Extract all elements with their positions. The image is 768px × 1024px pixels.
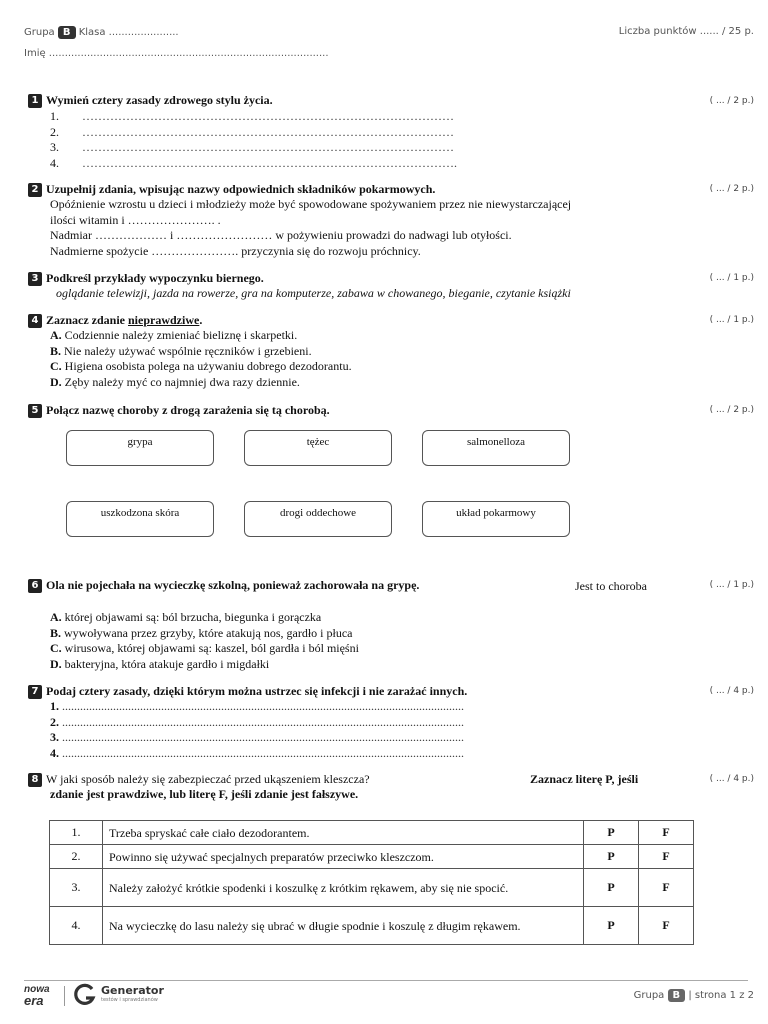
answer-line[interactable]: 3. ………………………………………………………………………………… [50, 140, 454, 154]
question-7: 7 Podaj cztery zasady, dzięki którym można ustrzec się infekcji i nie zarażać innych. 1. ...................................................................................................................................... 2. ...................................................................................................................................... 3. ...................................................................................................................................... 4. ...................................................................................................................................... [28, 684, 467, 761]
nowa-era-logo: nowa era [24, 984, 50, 1008]
option-b[interactable]: B. Nie należy używać wspólnie ręczników i grzebieni. [50, 343, 312, 358]
question-8: 8 W jaki sposób należy się zabezpieczać przed ukąszeniem kleszcza? Zaznacz literę P, jeśli zdanie jest prawdziwe, lub literę F, jeśli zdanie jest fałszywe. [28, 772, 668, 802]
options-text[interactable]: oglądanie telewizji, jazda na rowerze, gra na komputerze, zabawa w chowanego, bieganie, czytanie książki [56, 286, 571, 300]
question-6: 6 Ola nie pojechała na wycieczkę szkolną, ponieważ zachorowała na grypę. [28, 578, 419, 593]
route-box[interactable]: uszkodzona skóra [66, 501, 214, 537]
false-option[interactable]: F [639, 907, 694, 945]
question-title: Połącz nazwę choroby z drogą zarażenia się tą chorobą. [46, 403, 330, 417]
answer-line[interactable]: 1. ...................................................................................................................................... [50, 699, 464, 713]
question-points: ( ... / 1 p.) [709, 273, 754, 283]
header-group: Grupa B Klasa ...................... [24, 27, 179, 38]
question-points: ( ... / 4 p.) [709, 686, 754, 696]
question-points: ( ... / 2 p.) [709, 184, 754, 194]
question-points: ( ... / 1 p.) [709, 315, 754, 325]
disease-box[interactable]: tężec [244, 430, 392, 466]
table-row: 3. Należy założyć krótkie spodenki i koszulkę z krótkim rękawem, aby się nie spocić. P F [50, 869, 694, 907]
true-option[interactable]: P [584, 845, 639, 869]
disease-box[interactable]: salmonelloza [422, 430, 570, 466]
option-d[interactable]: D. Zęby należy myć co najmniej dwa razy dziennie. [50, 374, 300, 389]
option-d[interactable]: D. bakteryjna, która atakuje gardło i migdałki [50, 656, 270, 671]
question-1 [28, 93, 457, 171]
question-5: 5 Połącz nazwę choroby z drogą zarażenia się tą chorobą. [28, 403, 330, 418]
question-points: ( ... / 1 p.) [709, 580, 754, 590]
answer-line[interactable]: 2. ………………………………………………………………………………… [50, 124, 454, 139]
answer-line[interactable]: 4. ...................................................................................................................................... [50, 745, 464, 760]
question-6-options [50, 610, 359, 672]
page-indicator: Grupa B | strona 1 z 2 [633, 990, 754, 1001]
option-c[interactable]: C. wirusowa, której objawami są: kaszel, ból gardła i ból mięśni [50, 641, 359, 655]
question-title: Uzupełnij zdania, wpisując nazwy odpowiednich składników pokarmowych. [46, 182, 436, 196]
question-4: 4 Zaznacz zdanie nieprawdziwe. A. Codziennie należy zmieniać bieliznę i skarpetki. B. Nie należy używać wspólnie ręczników i grzebieni. C. Higiena osobista polega na używaniu dobrego dezodorantu. D. Zęby należy myć co najmniej dwa razy dziennie. [28, 313, 352, 390]
footer-divider [24, 980, 748, 981]
false-option[interactable]: F [639, 869, 694, 907]
question-points: ( ... / 4 p.) [709, 774, 754, 784]
group-badge: B [58, 26, 76, 39]
question-extra: Jest to choroba [575, 579, 647, 593]
answer-line[interactable]: 3. ...................................................................................................................................... [50, 730, 464, 744]
table-row: 4. Na wycieczkę do lasu należy się ubrać w długie spodnie i koszulę z długim rękawem. P F [50, 907, 694, 945]
question-points: ( ... / 2 p.) [709, 405, 754, 415]
route-box[interactable]: układ pokarmowy [422, 501, 570, 537]
question-number: 1 [28, 94, 42, 108]
option-b[interactable]: B. wywoływana przez grzyby, które atakują nos, gardło i płuca [50, 625, 353, 640]
false-option[interactable]: F [639, 821, 694, 845]
question-points: ( ... / 2 p.) [709, 96, 754, 106]
table-row: 2. Powinno się używać specjalnych preparatów przeciwko kleszczom. P F [50, 845, 694, 869]
option-c[interactable]: C. Higiena osobista polega na używaniu dobrego dezodorantu. [50, 359, 352, 373]
question-2: 2 Uzupełnij zdania, wpisując nazwy odpowiednich składników pokarmowych. Opóźnienie wzrostu u dzieci i młodzieży może być spowodowane spożywaniem przez nie niewystarczającej ilości witamin i …………………. . Nadmiar ……………… i …………………… w pożywieniu prowadzi do nadwagi lub otyłości. Nadmierne spożycie …………………. przyczynia się do rozwoju próchnicy. [28, 182, 571, 259]
true-option[interactable]: P [584, 907, 639, 945]
option-a[interactable]: A. Codziennie należy zmieniać bieliznę i skarpetki. [50, 328, 298, 342]
question-title: Podaj cztery zasady, dzięki którym można ustrzec się infekcji i nie zarażać innych. [46, 684, 468, 698]
question-title: Wymień cztery zasady zdrowego stylu życia. [46, 93, 273, 107]
route-box[interactable]: drogi oddechowe [244, 501, 392, 537]
answer-line[interactable]: 2. ...................................................................................................................................... [50, 714, 464, 729]
disease-box[interactable]: grypa [66, 430, 214, 466]
true-option[interactable]: P [584, 821, 639, 845]
true-false-table [49, 820, 694, 945]
class-field[interactable]: Klasa ...................... [78, 27, 179, 38]
generator-g-icon [73, 983, 97, 1007]
question-title: Podkreśl przykłady wypoczynku biernego. [46, 271, 264, 285]
false-option[interactable]: F [639, 845, 694, 869]
option-a[interactable]: A. której objawami są: ból brzucha, biegunka i gorączka [50, 610, 322, 624]
true-option[interactable]: P [584, 869, 639, 907]
table-row: 1. Trzeba spryskać całe ciało dezodorantem. P F [50, 821, 694, 845]
question-title: Ola nie pojechała na wycieczkę szkolną, ponieważ zachorowała na grypę. [46, 578, 420, 592]
answer-line[interactable]: 1. ………………………………………………………………………………… [50, 109, 454, 123]
question-3: 3 Podkreśl przykłady wypoczynku biernego. oglądanie telewizji, jazda na rowerze, gra na komputerze, zabawa w chowanego, bieganie, czytanie książki [28, 271, 571, 302]
answer-line[interactable]: 4. …………………………………………………………………………………. [50, 155, 457, 170]
footer-separator [64, 986, 65, 1006]
points-total: Liczba punktów ...... / 25 p. [618, 26, 754, 37]
name-field[interactable]: Imię ........................................................................................ [24, 48, 329, 59]
